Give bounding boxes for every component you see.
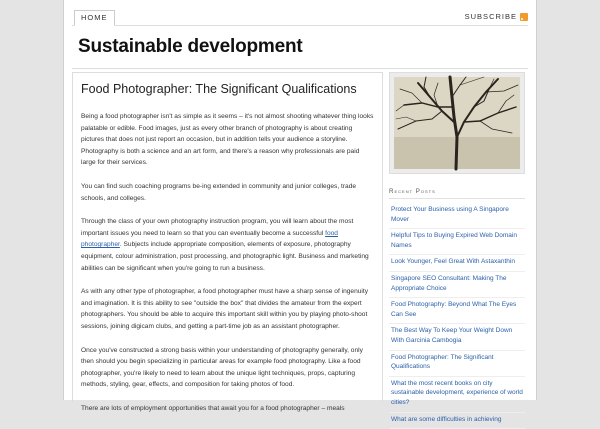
top-navigation bbox=[72, 8, 528, 26]
recent-post-link[interactable]: Look Younger, Feel Great With Astaxanthin bbox=[389, 255, 525, 272]
sidebar bbox=[389, 72, 525, 402]
post-paragraph: Being a food photographer isn't as simple as it seems – it's not almost shooting whatever thing looks palatable or edible. Food images, just as every other branch of photography is about creating pictures that does not just report an occasion, but in addition tells your audience a storyline. Photography is both a science and an art form, and there's a reason why professionals are paid large for their services. bbox=[81, 111, 374, 169]
post-title[interactable]: Food Photographer: The Significant Qualifications bbox=[81, 82, 374, 96]
recent-post-link[interactable]: Food Photographer: The Significant Qualifications bbox=[389, 351, 525, 377]
header-divider bbox=[72, 68, 528, 69]
post-paragraph: As with any other type of photographer, a food photographer must have a sharp sense of ingenuity and imagination. It is this ability to see "outside the box" that divides the amateur from the expert photographers. You should be able to acquire this important skill within you by playing photo-shoot sessions, joining digicam clubs, and getting a part-time job as an assistant photographer. bbox=[81, 286, 374, 332]
post-body bbox=[81, 111, 374, 414]
main-article bbox=[72, 72, 383, 402]
site-title[interactable]: Sustainable development bbox=[78, 36, 303, 58]
sidebar-photo bbox=[389, 72, 525, 174]
food-photographer-link[interactable]: food photographer bbox=[81, 230, 338, 249]
subscribe-link[interactable] bbox=[465, 12, 528, 21]
paragraph-text: . Subjects include appropriate composition, elements of exposure, photography equipment, colour administration, post processing, and photographic light. Business and marketing abilities can be significant when you're going to run a business. bbox=[81, 241, 369, 271]
post-paragraph bbox=[81, 216, 374, 274]
post-paragraph: You can find such coaching programs be-ing extended in community and junior colleges, trade schools, and colleges. bbox=[81, 181, 374, 204]
recent-post-link[interactable]: Protect Your Business using A Singapore Mover bbox=[389, 203, 525, 229]
subscribe-label: SUBSCRIBE bbox=[465, 12, 517, 21]
post-paragraph: There are lots of employment opportunities that await you for a food photographer – meals bbox=[81, 403, 374, 415]
recent-post-link[interactable]: What are some difficulties in achieving bbox=[389, 413, 525, 429]
recent-post-link[interactable]: Helpful Tips to Buying Expired Web Domain Names bbox=[389, 229, 525, 255]
post-paragraph: Once you've constructed a strong basis within your understanding of photography generally, only then should you begin specializing in particular areas for example food photography. Like a food photographer, you're likely to need to learn about the unique light techniques, props, capturing methods, styling, gear, effects, and composition for taking photos of food. bbox=[81, 345, 374, 391]
recent-posts-heading: Recent Posts bbox=[389, 188, 525, 199]
rss-icon bbox=[520, 13, 528, 21]
page-container bbox=[63, 0, 537, 400]
recent-post-link[interactable]: The Best Way To Keep Your Weight Down With Garcinia Cambogia bbox=[389, 324, 525, 350]
recent-post-link[interactable]: Singapore SEO Consultant: Making The Appropriate Choice bbox=[389, 272, 525, 298]
paragraph-text: Through the class of your own photography instruction program, you will learn about the most important issues you need to learn so that you can eventually become a successful bbox=[81, 218, 353, 237]
recent-posts-list bbox=[389, 203, 525, 429]
recent-post-link[interactable]: What the most recent books on city sustainable development, experience of world cities? bbox=[389, 377, 525, 413]
bare-tree-image bbox=[394, 77, 520, 169]
nav-home-tab[interactable]: HOME bbox=[74, 10, 115, 26]
recent-post-link[interactable]: Food Photography: Beyond What The Eyes Can See bbox=[389, 298, 525, 324]
